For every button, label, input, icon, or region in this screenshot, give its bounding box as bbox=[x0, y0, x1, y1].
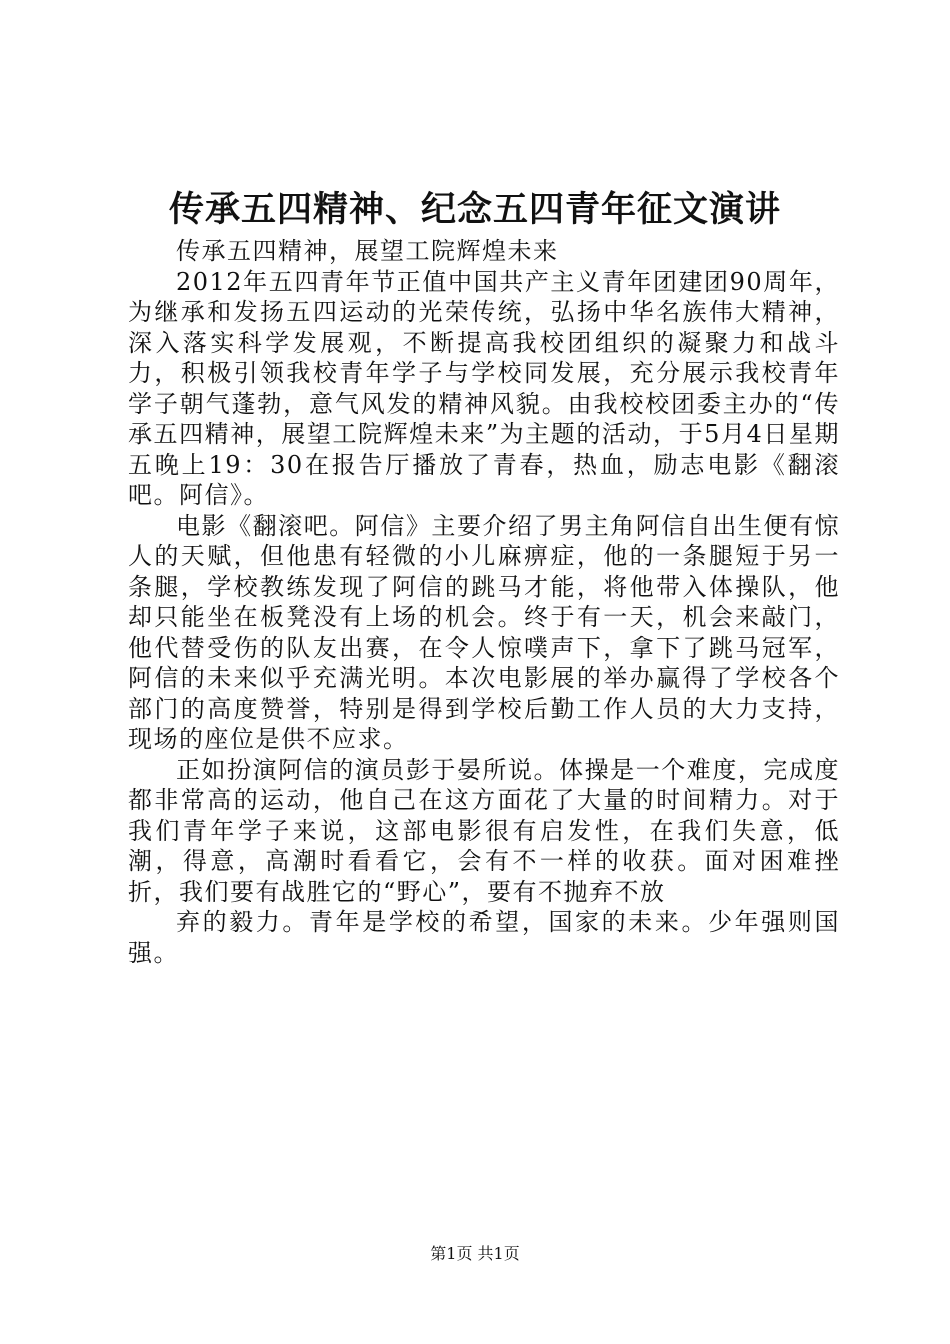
body-paragraph: 2012年五四青年节正值中国共产主义青年团建团90周年，为继承和发扬五四运动的光荣传统，弘扬中华名族伟大精神，深入落实科学发展观，不断提高我校团组织的凝聚力和战斗力，积极引领我校青年学子与学校同发展，充分展示我校青年学子朝气蓬勃，意气风发的精神风貌。由我校校团委主办的“传承五四精神，展望工院辉煌未来”为主题的活动，于5月4日星期五晚上19：30在报告厅播放了青春，热血，励志电影《翻滚吧。阿信》。 bbox=[128, 267, 840, 509]
page-footer: 第1页 共1页 bbox=[430, 1244, 520, 1263]
document-body bbox=[128, 236, 840, 968]
body-paragraph: 正如扮演阿信的演员彭于晏所说。体操是一个难度，完成度都非常高的运动，他自己在这方面花了大量的时间精力。对于我们青年学子来说，这部电影很有启发性，在我们失意，低潮，得意，高潮时看看它，会有不一样的收获。面对困难挫折，我们要有战胜它的“野心”，要有不抛弃不放 bbox=[128, 755, 840, 906]
document-title: 传承五四精神、纪念五四青年征文演讲 bbox=[168, 189, 781, 230]
body-paragraph: 弃的毅力。青年是学校的希望，国家的未来。少年强则国强。 bbox=[128, 908, 840, 967]
subtitle-paragraph: 传承五四精神，展望工院辉煌未来 bbox=[176, 237, 559, 265]
body-paragraph: 电影《翻滚吧。阿信》主要介绍了男主角阿信自出生便有惊人的天赋，但他患有轻微的小儿麻痹症，他的一条腿短于另一条腿，学校教练发现了阿信的跳马才能，将他带入体操队，他却只能坐在板凳没有上场的机会。终于有一天，机会来敲门，他代替受伤的队友出赛，在令人惊噗声下，拿下了跳马冠军，阿信的未来似乎充满光明。本次电影展的举办赢得了学校各个部门的高度赞誉，特别是得到学校后勤工作人员的大力支持，现场的座位是供不应求。 bbox=[128, 511, 840, 753]
